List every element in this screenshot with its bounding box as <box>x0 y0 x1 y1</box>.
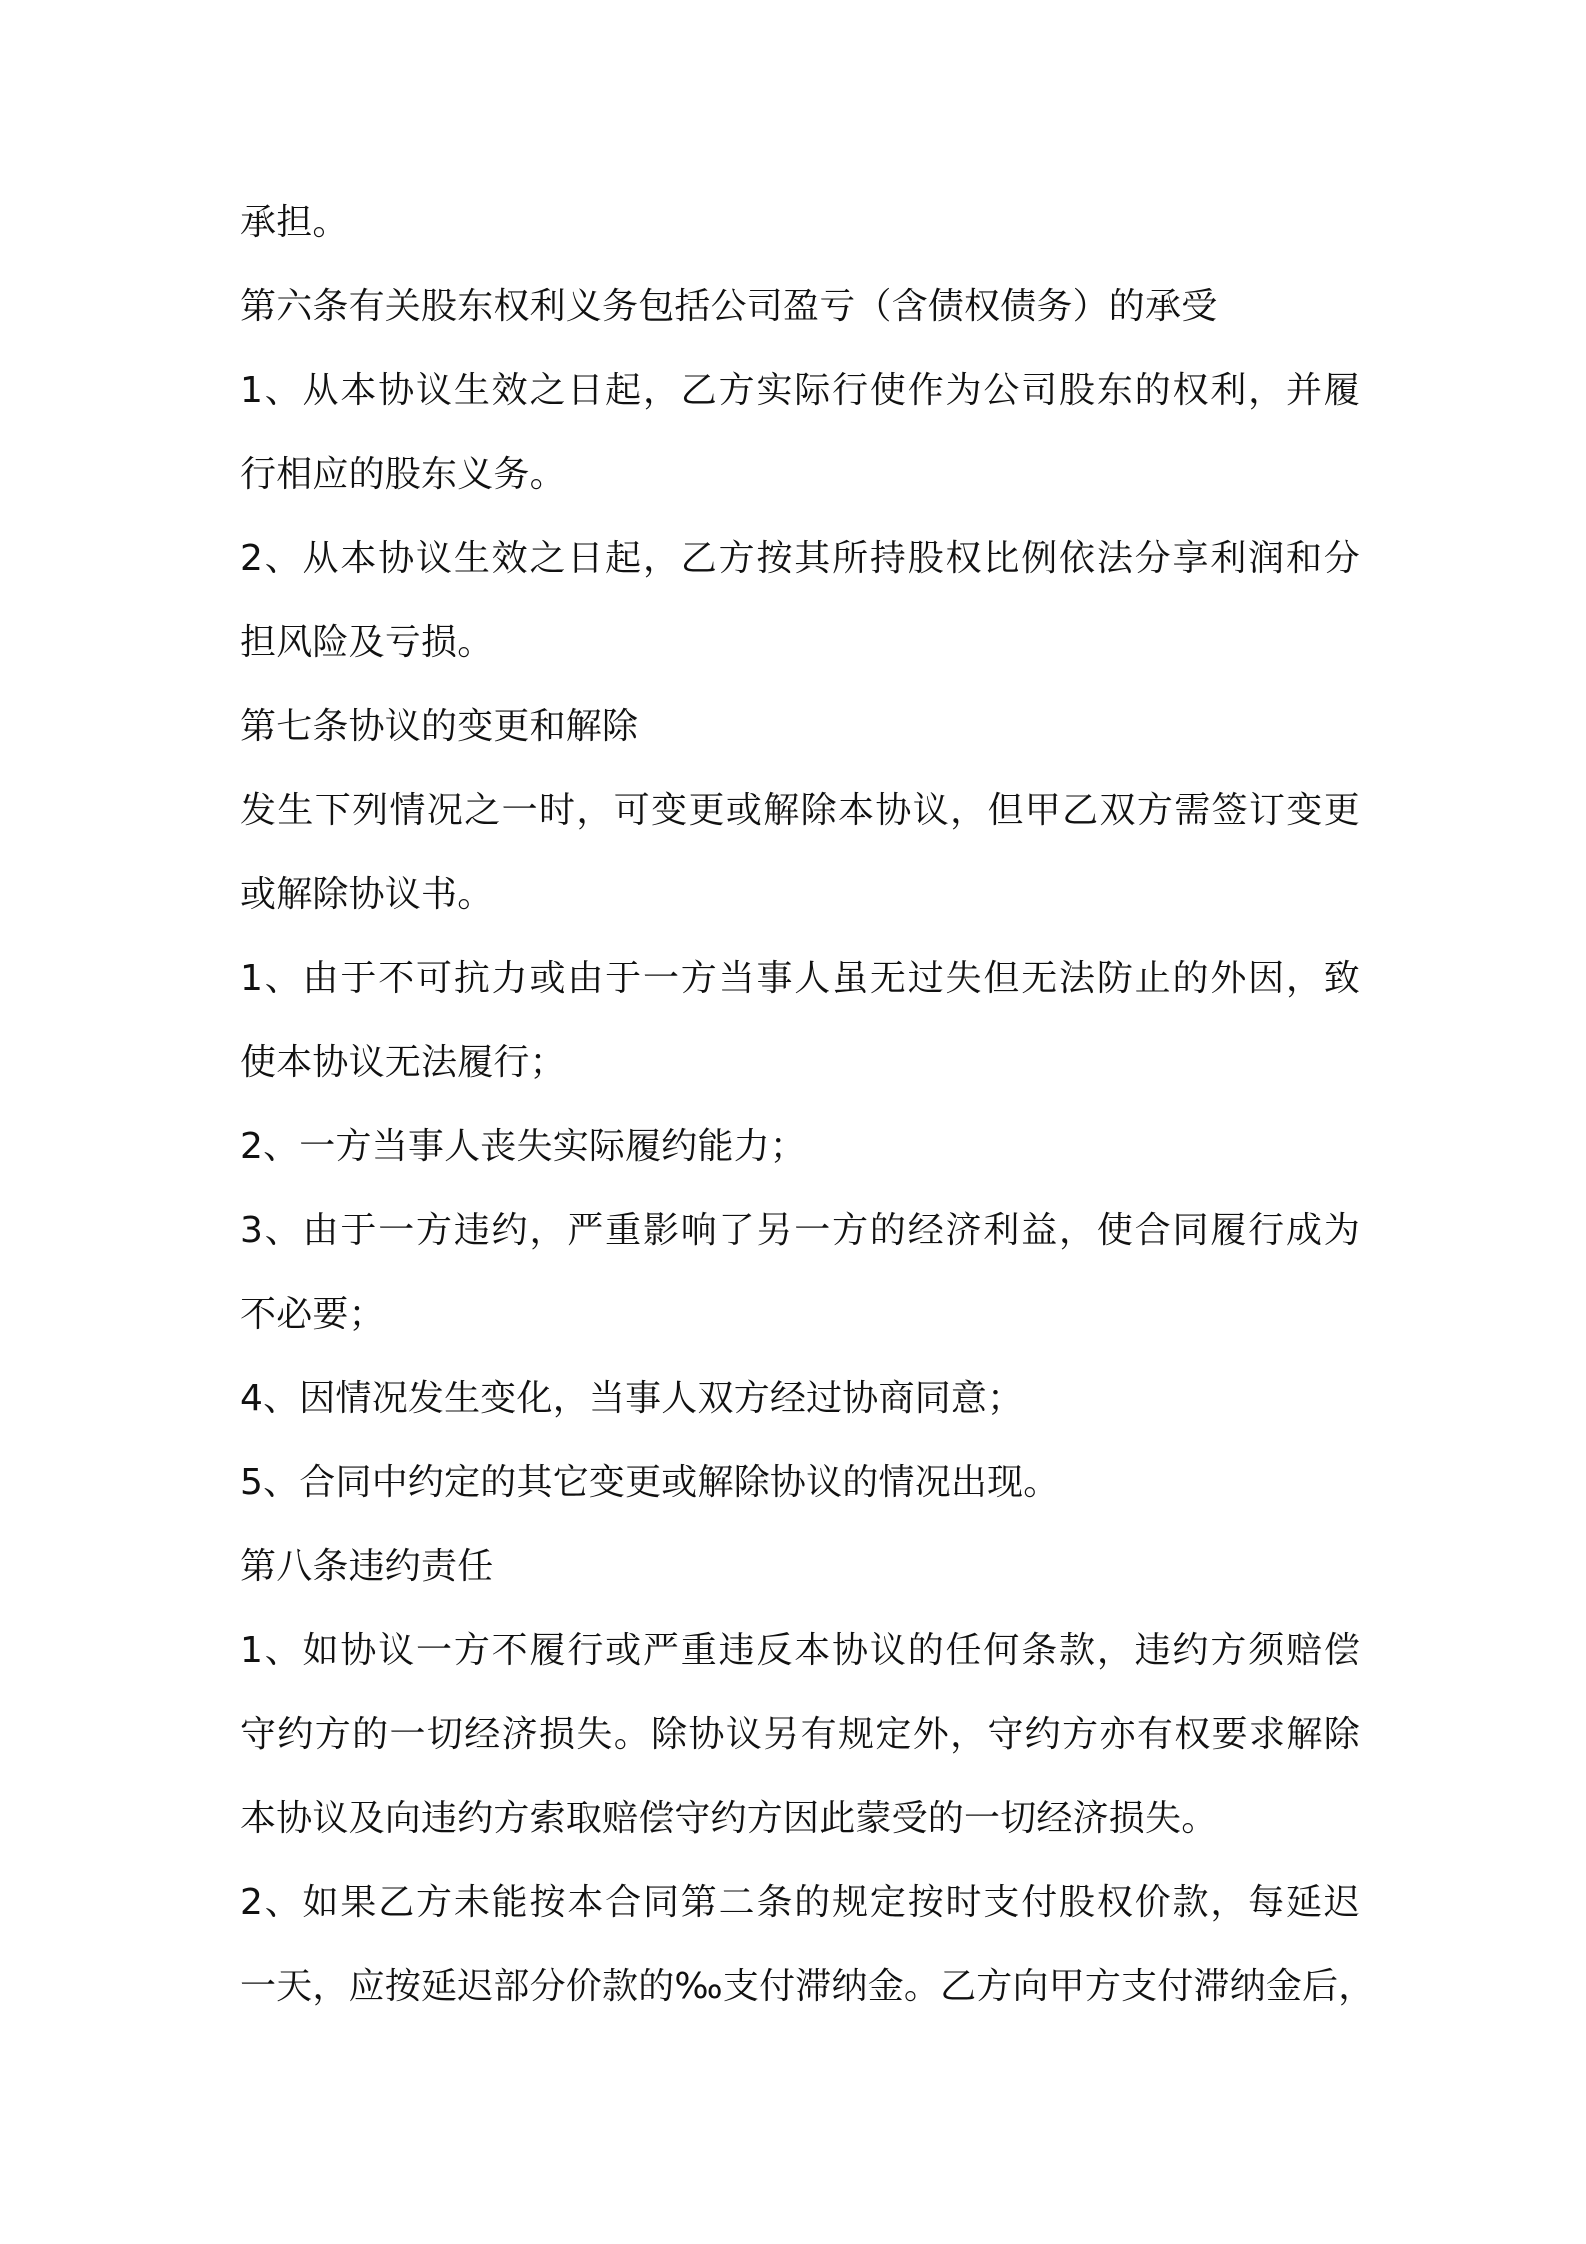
text-line: 1、从本协议生效之日起，乙方实际行使作为公司股东的权利，并履 <box>240 370 1360 411</box>
text-line: 不必要； <box>240 1294 385 1335</box>
text-line: 或解除协议书。 <box>240 874 494 915</box>
text-line: 2、如果乙方未能按本合同第二条的规定按时支付股权价款，每延迟 <box>240 1882 1360 1923</box>
text-line: 担风险及亏损。 <box>240 622 494 663</box>
section-heading: 第六条有关股东权利义务包括公司盈亏（含债权债务）的承受 <box>240 286 1218 327</box>
document-body <box>240 198 1375 2046</box>
text-line: 发生下列情况之一时，可变更或解除本协议，但甲乙双方需签订变更 <box>240 790 1360 831</box>
text-line: 承担。 <box>240 202 349 243</box>
text-line: 5、合同中约定的其它变更或解除协议的情况出现。 <box>240 1462 1060 1503</box>
text-line: 一天，应按延迟部分价款的‰支付滞纳金。乙方向甲方支付滞纳金后， <box>240 1966 1375 2007</box>
text-line: 本协议及向违约方索取赔偿守约方因此蒙受的一切经济损失。 <box>240 1798 1218 1839</box>
text-line: 4、因情况发生变化，当事人双方经过协商同意； <box>240 1378 1024 1419</box>
text-line: 2、从本协议生效之日起，乙方按其所持股权比例依法分享利润和分 <box>240 538 1360 579</box>
text-line: 1、由于不可抗力或由于一方当事人虽无过失但无法防止的外因，致 <box>240 958 1360 999</box>
text-line: 使本协议无法履行； <box>240 1042 566 1083</box>
text-line: 行相应的股东义务。 <box>240 454 566 495</box>
text-line: 2、一方当事人丧失实际履约能力； <box>240 1126 807 1167</box>
section-heading: 第七条协议的变更和解除 <box>240 706 639 747</box>
text-line: 3、由于一方违约，严重影响了另一方的经济利益，使合同履行成为 <box>240 1210 1360 1251</box>
section-heading: 第八条违约责任 <box>240 1546 494 1587</box>
text-line: 1、如协议一方不履行或严重违反本协议的任何条款，违约方须赔偿 <box>240 1630 1360 1671</box>
text-line: 守约方的一切经济损失。除协议另有规定外，守约方亦有权要求解除 <box>240 1714 1360 1755</box>
